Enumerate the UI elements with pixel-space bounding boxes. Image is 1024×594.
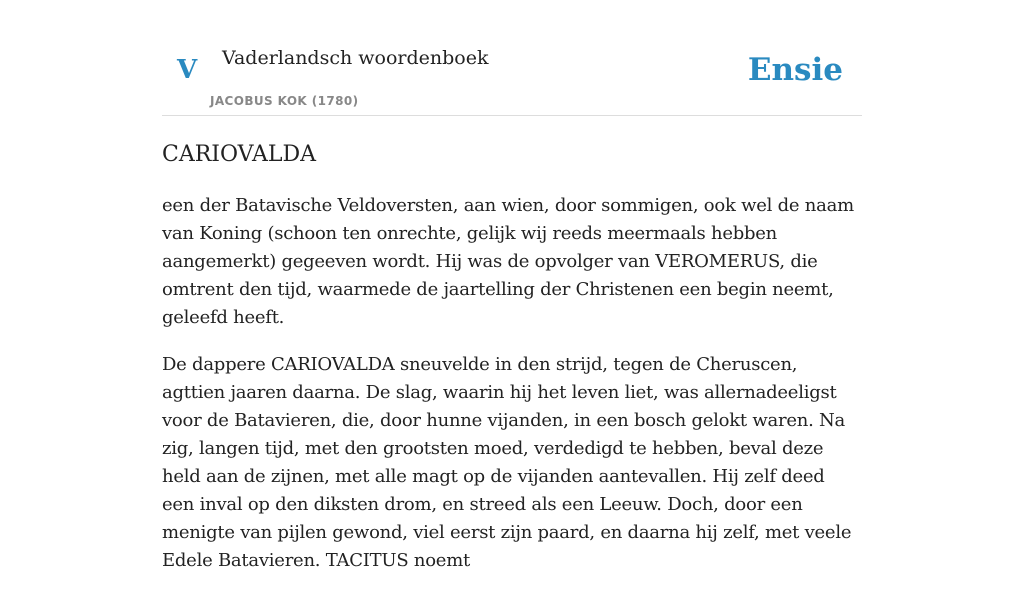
entry-title: CARIOVALDA xyxy=(162,142,317,167)
book-title[interactable]: Vaderlandsch woordenboek xyxy=(222,47,489,69)
ensie-logo[interactable]: Ensie xyxy=(747,52,843,88)
book-author: JACOBUS KOK (1780) xyxy=(210,94,359,108)
entry-paragraph: een der Batavische Veldoversten, aan wien, door sommigen, ook wel de naam van Koning (schoon ten onrechte, gelijk wij reeds meermaals hebben aangemerkt) gegeeven wordt. Hij was de opvolger van VEROMERUS, die omtrent den tijd, waarmede de jaartelling der Christenen een begin neemt, geleefd heeft. xyxy=(162,195,854,328)
book-header xyxy=(162,0,862,116)
letter-index[interactable]: V xyxy=(177,55,198,85)
entry-content xyxy=(162,192,862,594)
entry-paragraph: De dappere CARIOVALDA sneuvelde in den strijd, tegen de Cheruscen, agttien jaaren daarna. De slag, waarin hij het leven liet, was allernadeeligst voor de Batavieren, die, door hunne vijanden, in een bosch gelokt waren. Na zig, langen tijd, met den grootsten moed, verdedigd te hebben, beval deze held aan de zijnen, met alle magt op de vijanden aantevallen. Hij zelf deed een inval op den diksten drom, en streed als een Leeuw. Doch, door een menigte van pijlen gewond, viel eerst zijn paard, en daarna hij zelf, met veele Edele Batavieren. TACITUS noemt xyxy=(162,354,852,571)
page xyxy=(162,0,862,571)
